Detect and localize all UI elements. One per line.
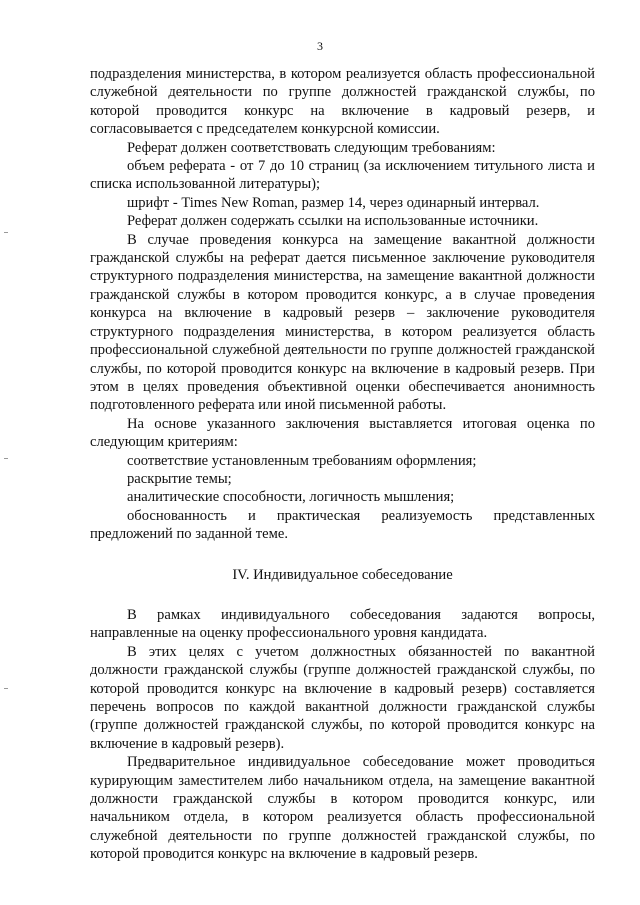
page-number: 3 bbox=[317, 39, 323, 53]
section-heading: IV. Индивидуальное собеседование bbox=[232, 566, 453, 583]
margin-mark bbox=[4, 458, 8, 459]
criteria-item: обоснованность и практическая реализуемость представленных предложений по заданной теме. bbox=[90, 507, 595, 543]
paragraph: объем реферата - от 7 до 10 страниц (за исключением титульного листа и списка использованной литературы); bbox=[90, 158, 595, 193]
criteria-item: аналитические способности, логичность мышления; bbox=[127, 489, 455, 506]
paragraph: шрифт - Times New Roman, размер 14, через одинарный интервал. bbox=[127, 194, 540, 211]
margin-mark bbox=[4, 688, 8, 689]
criteria-item: раскрытие темы; bbox=[127, 470, 232, 487]
margin-mark bbox=[4, 232, 8, 233]
paragraph: Реферат должен соответствовать следующим требованиям: bbox=[127, 139, 496, 156]
paragraph: Предварительное индивидуальное собеседование может проводиться курирующим заместителем либо начальником отдела, на замещение вакантной должности гражданской службы в котором проводится конкурс, или начальником отдела, в котором реализуется область профессиональной служебной деятельности по группе должностей гражданской службы, по которой проводится конкурс на включение в кадровый резерв. bbox=[90, 754, 595, 863]
paragraph: В рамках индивидуального собеседования задаются вопросы, направленные на оценку профессионального уровня кандидата. bbox=[90, 606, 595, 642]
criteria-item: соответствие установленным требованиям оформления; bbox=[127, 452, 477, 469]
paragraph: подразделения министерства, в котором реализуется область профессиональной служебной деятельности по группе должностей гражданской службы, по которой проводится конкурс на включение в кадровый резерв, и согласовывается с председателем конкурсной комиссии. bbox=[90, 66, 595, 138]
paragraph: На основе указанного заключения выставляется итоговая оценка по следующим критериям: bbox=[90, 415, 595, 451]
paragraph: В случае проведения конкурса на замещение вакантной должности гражданской службы на реферат дается письменное заключение руководителя структурного подразделения министерства, на замещение вакантной должности гражданской службы в котором проводится конкурс, а в случае проведения конкурса на включение в кадровый резерв – заключение руководителя структурного подразделения министерства, в котором реализуется область профессиональной служебной деятельности по группе должностей гражданской службы, по которой проводится конкурс на включение в кадровый резерв. При этом в целях проведения объективной оценки обеспечивается анонимность подготовленного реферата или иной письменной работы. bbox=[90, 231, 595, 414]
paragraph: В этих целях с учетом должностных обязанностей по вакантной должности гражданской службы (группе должностей гражданской службы, по которой проводится конкурс на включение в кадровый резерв) составляется перечень вопросов по каждой вакантной должности гражданской службы (группе должностей гражданской службы, по которой проводится конкурс на включение в кадровый резерв). bbox=[90, 643, 595, 752]
paragraph: Реферат должен содержать ссылки на использованные источники. bbox=[127, 213, 539, 230]
document-body bbox=[90, 65, 595, 864]
